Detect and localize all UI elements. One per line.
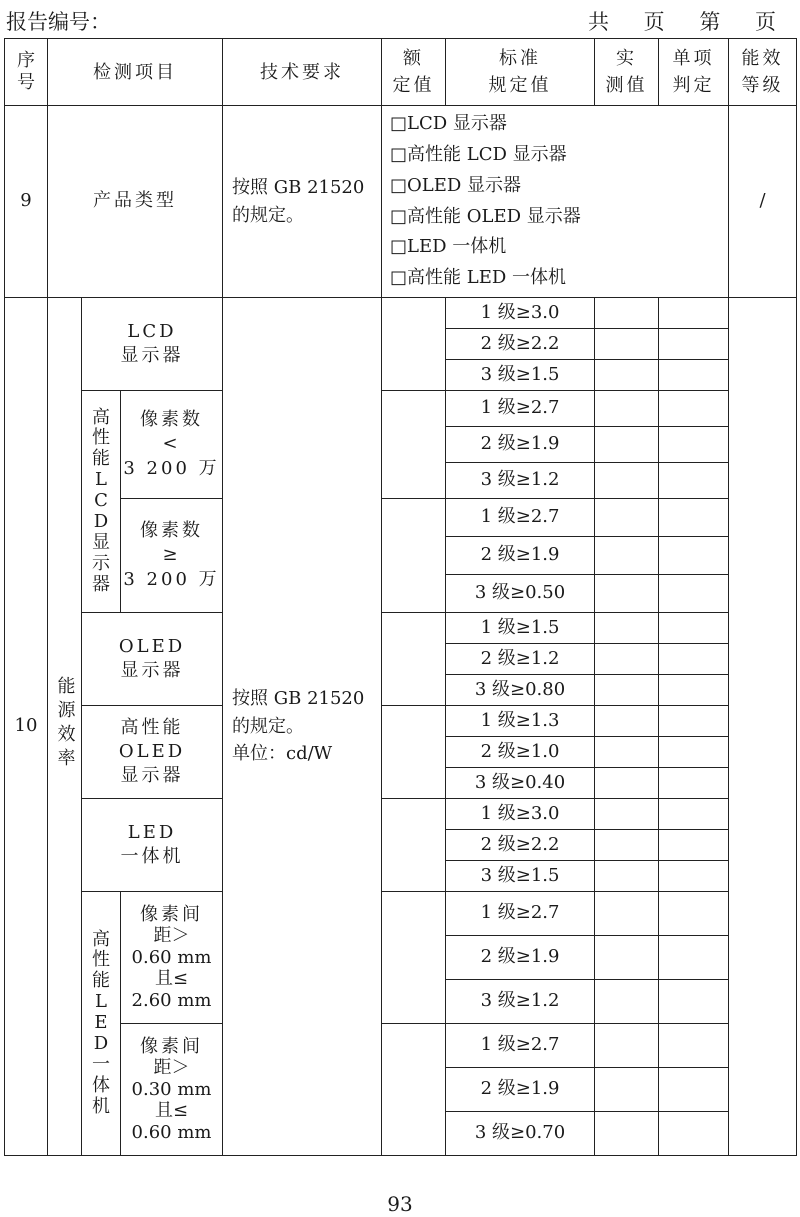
std-value: 3 级≥0.70 [446, 1112, 595, 1156]
row9-grade: / [729, 106, 797, 298]
judge-value[interactable] [659, 575, 729, 613]
rated-hp-lcd-lt[interactable] [382, 391, 446, 499]
col-rated: 额 定值 [382, 39, 446, 106]
row10-grade[interactable] [729, 298, 797, 1156]
rated-hp-led-a[interactable] [382, 892, 446, 1024]
std-value: 2 级≥2.2 [446, 830, 595, 861]
std-value: 3 级≥1.2 [446, 980, 595, 1024]
judge-value[interactable] [659, 391, 729, 427]
option-hp-oled[interactable]: □高性能 OLED 显示器 [390, 205, 581, 227]
cat-hp-oled: 高性能 OLED 显示器 [82, 706, 223, 799]
measured-value[interactable] [595, 1024, 659, 1068]
row9-options [382, 106, 729, 298]
std-value: 2 级≥2.2 [446, 329, 595, 360]
measured-value[interactable] [595, 861, 659, 892]
judge-value[interactable] [659, 298, 729, 329]
judge-value[interactable] [659, 613, 729, 644]
std-value: 1 级≥3.0 [446, 799, 595, 830]
measured-value[interactable] [595, 1112, 659, 1156]
judge-value[interactable] [659, 980, 729, 1024]
col-measured: 实 测值 [595, 39, 659, 106]
std-value: 1 级≥1.3 [446, 706, 595, 737]
std-value: 1 级≥2.7 [446, 1024, 595, 1068]
rated-led[interactable] [382, 799, 446, 892]
judge-value[interactable] [659, 830, 729, 861]
judge-value[interactable] [659, 1024, 729, 1068]
page-number: 93 [387, 1192, 413, 1216]
std-value: 3 级≥1.5 [446, 861, 595, 892]
rated-hp-led-b[interactable] [382, 1024, 446, 1156]
measured-value[interactable] [595, 675, 659, 706]
option-hp-lcd[interactable]: □高性能 LCD 显示器 [390, 143, 567, 165]
page-count-label: 共 页 第 页 [587, 10, 790, 34]
col-judge: 单项 判定 [659, 39, 729, 106]
measured-value[interactable] [595, 613, 659, 644]
std-value: 2 级≥1.0 [446, 737, 595, 768]
option-led[interactable]: □LED 一体机 [390, 236, 507, 258]
test-table [4, 38, 797, 1156]
judge-value[interactable] [659, 768, 729, 799]
report-number-label: 报告编号： [6, 10, 111, 34]
row10-item-text: 能源效率 [54, 675, 76, 772]
measured-value[interactable] [595, 644, 659, 675]
rated-oled[interactable] [382, 613, 446, 706]
option-hp-led[interactable]: □高性能 LED 一体机 [390, 267, 566, 289]
std-value: 3 级≥0.50 [446, 575, 595, 613]
measured-value[interactable] [595, 298, 659, 329]
row10-item [48, 298, 82, 1156]
measured-value[interactable] [595, 360, 659, 391]
rated-lcd[interactable] [382, 298, 446, 391]
cat-hp-led: 高性能LED一体机 [82, 892, 121, 1156]
measured-value[interactable] [595, 799, 659, 830]
col-std: 标准 规定值 [446, 39, 595, 106]
measured-value[interactable] [595, 980, 659, 1024]
std-value: 3 级≥0.80 [446, 675, 595, 706]
measured-value[interactable] [595, 830, 659, 861]
measured-value[interactable] [595, 892, 659, 936]
row10-seq: 10 [5, 298, 48, 1156]
std-value: 1 级≥2.7 [446, 391, 595, 427]
sub-pixel-lt: 像素数 < 3 200 万 [121, 391, 223, 499]
judge-value[interactable] [659, 861, 729, 892]
option-lcd[interactable]: □LCD 显示器 [390, 112, 507, 134]
row9-seq: 9 [5, 106, 48, 298]
row10-tech: 按照 GB 21520 的规定。 单位：cd/W [223, 298, 382, 1156]
measured-value[interactable] [595, 575, 659, 613]
std-value: 1 级≥2.7 [446, 499, 595, 537]
measured-value[interactable] [595, 499, 659, 537]
judge-value[interactable] [659, 537, 729, 575]
table-row [5, 106, 797, 298]
judge-value[interactable] [659, 675, 729, 706]
std-value: 2 级≥1.9 [446, 537, 595, 575]
judge-value[interactable] [659, 644, 729, 675]
col-grade: 能效 等级 [729, 39, 797, 106]
measured-value[interactable] [595, 706, 659, 737]
measured-value[interactable] [595, 936, 659, 980]
measured-value[interactable] [595, 768, 659, 799]
judge-value[interactable] [659, 706, 729, 737]
sub-pitch-b: 像素间 距＞ 0.30 mm 且≤ 0.60 mm [121, 1024, 223, 1156]
judge-value[interactable] [659, 1068, 729, 1112]
sub-pitch-a: 像素间 距＞ 0.60 mm 且≤ 2.60 mm [121, 892, 223, 1024]
measured-value[interactable] [595, 463, 659, 499]
measured-value[interactable] [595, 537, 659, 575]
std-value: 2 级≥1.9 [446, 1068, 595, 1112]
sub-pixel-ge: 像素数 ≥ 3 200 万 [121, 499, 223, 613]
measured-value[interactable] [595, 427, 659, 463]
option-oled[interactable]: □OLED 显示器 [390, 174, 522, 196]
cat-oled: OLED 显示器 [82, 613, 223, 706]
cat-hp-lcd: 高性能LCD显示器 [82, 391, 121, 613]
col-seq: 序 号 [5, 39, 48, 106]
std-value: 2 级≥1.9 [446, 936, 595, 980]
row9-tech: 按照 GB 21520 的规定。 [223, 106, 382, 298]
std-value: 2 级≥1.9 [446, 427, 595, 463]
judge-value[interactable] [659, 892, 729, 936]
judge-value[interactable] [659, 737, 729, 768]
judge-value[interactable] [659, 360, 729, 391]
judge-value[interactable] [659, 1112, 729, 1156]
judge-value[interactable] [659, 463, 729, 499]
std-value: 1 级≥1.5 [446, 613, 595, 644]
cat-lcd: LCD 显示器 [82, 298, 223, 391]
judge-value[interactable] [659, 799, 729, 830]
judge-value[interactable] [659, 427, 729, 463]
std-value: 1 级≥3.0 [446, 298, 595, 329]
judge-value[interactable] [659, 329, 729, 360]
measured-value[interactable] [595, 329, 659, 360]
judge-value[interactable] [659, 499, 729, 537]
std-value: 3 级≥1.5 [446, 360, 595, 391]
col-item: 检测项目 [48, 39, 223, 106]
row9-item: 产品类型 [48, 106, 223, 298]
measured-value[interactable] [595, 1068, 659, 1112]
measured-value[interactable] [595, 737, 659, 768]
std-value: 3 级≥1.2 [446, 463, 595, 499]
std-value: 3 级≥0.40 [446, 768, 595, 799]
rated-hp-lcd-ge[interactable] [382, 499, 446, 613]
rated-hp-oled[interactable] [382, 706, 446, 799]
measured-value[interactable] [595, 391, 659, 427]
std-value: 2 级≥1.2 [446, 644, 595, 675]
col-tech: 技术要求 [223, 39, 382, 106]
judge-value[interactable] [659, 936, 729, 980]
cat-led: LED 一体机 [82, 799, 223, 892]
std-value: 1 级≥2.7 [446, 892, 595, 936]
